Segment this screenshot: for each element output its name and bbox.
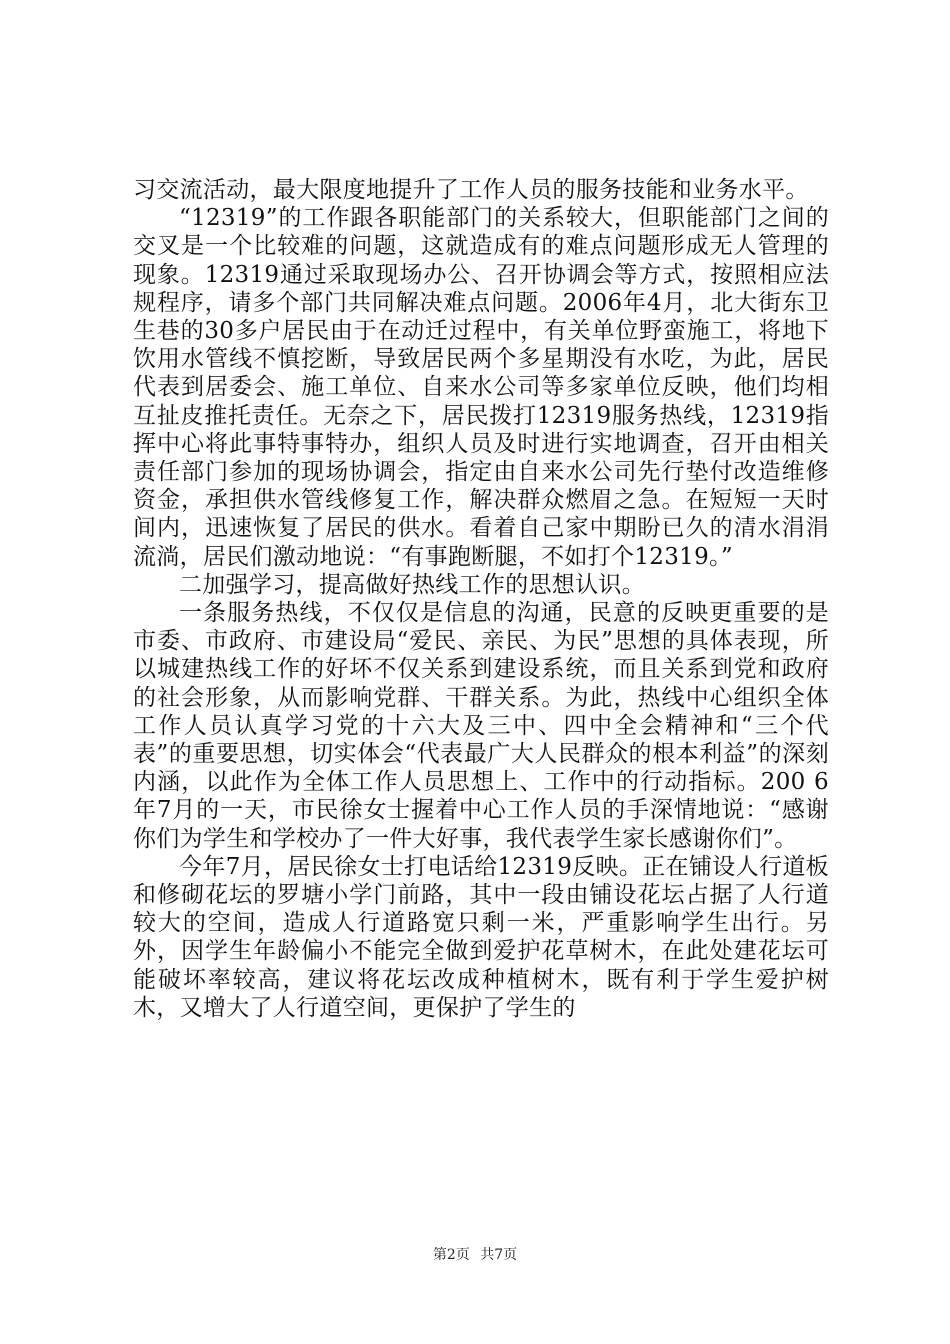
paragraph-4: 一条服务热线，不仅仅是信息的沟通，民意的反映更重要的是市委、市政府、市建设局“爱民、亲民、为民”思想的具体表现，所以城建热线工作的好坏不仅关系到建设系统，而且关系到党和政府的社会形象，从而影响党群、干群关系。为此，热线中心组织全体工作人员认真学习党的十六大及三中、四中全会精神和“三个代表”的重要思想，切实体会“代表最广大人民群众的根本利益”的深刻内涵，以此作为全体工作人员思想上、工作中的行动指标。200 6年7月的一天，市民徐女士握着中心工作人员的手深情地说：“感谢你们为学生和学校办了一件大好事，我代表学生家长感谢你们”。 — [133, 600, 829, 852]
paragraph-3-heading: 二加强学习，提高做好热线工作的思想认识。 — [179, 571, 645, 598]
page-total: 共7页 — [480, 1247, 518, 1263]
paragraph-2: “12319”的工作跟各职能部门的关系较大，但职能部门之间的交叉是一个比较难的问题，这就造成有的难点问题形成无人管理的现象。12319通过采取现场办公、召开协调会等方式，按照相应法规程序，请多个部门共同解决难点问题。2006年4月，北大街东卫生巷的30多户居民由于在动迁过程中，有关单位野蛮施工，将地下饮用水管线不慎挖断，导致居民两个多星期没有水吃，为此，居民代表到居委会、施工单位、自来水公司等多家单位反映，他们均相互扯皮推托责任。无奈之下，居民拨打12319服务热线，12319指挥中心将此事特事特办，组织人员及时进行实地调查，召开由相关责任部门参加的现场协调会，指定由自来水公司先行垫付改造维修资金，承担供水管线修复工作，解决群众燃眉之急。在短短一天时间内，迅速恢复了居民的供水。看着自己家中期盼已久的清水涓涓流淌，居民们激动地说：“有事跑断腿，不如打个12319。” — [133, 205, 829, 570]
paragraph-5: 今年7月，居民徐女士打电话给12319反映。正在铺设人行道板和修砌花坛的罗塘小学门前路，其中一段由铺设花坛占据了人行道较大的空间，造成人行道路宽只剩一米，严重影响学生出行。另外，因学生年龄偏小不能完全做到爱护花草树木，在此处建花坛可能破坏率较高，建议将花坛改成种植树木，既有利于学生爱护树木，又增大了人行道空间，更保护了学生的 — [133, 853, 829, 1021]
document-body — [133, 176, 829, 1022]
page-footer — [0, 1246, 950, 1264]
page-number: 第2页 — [432, 1247, 470, 1263]
paragraph-1: 习交流活动，最大限度地提升了工作人员的服务技能和业务水平。 — [133, 177, 809, 203]
